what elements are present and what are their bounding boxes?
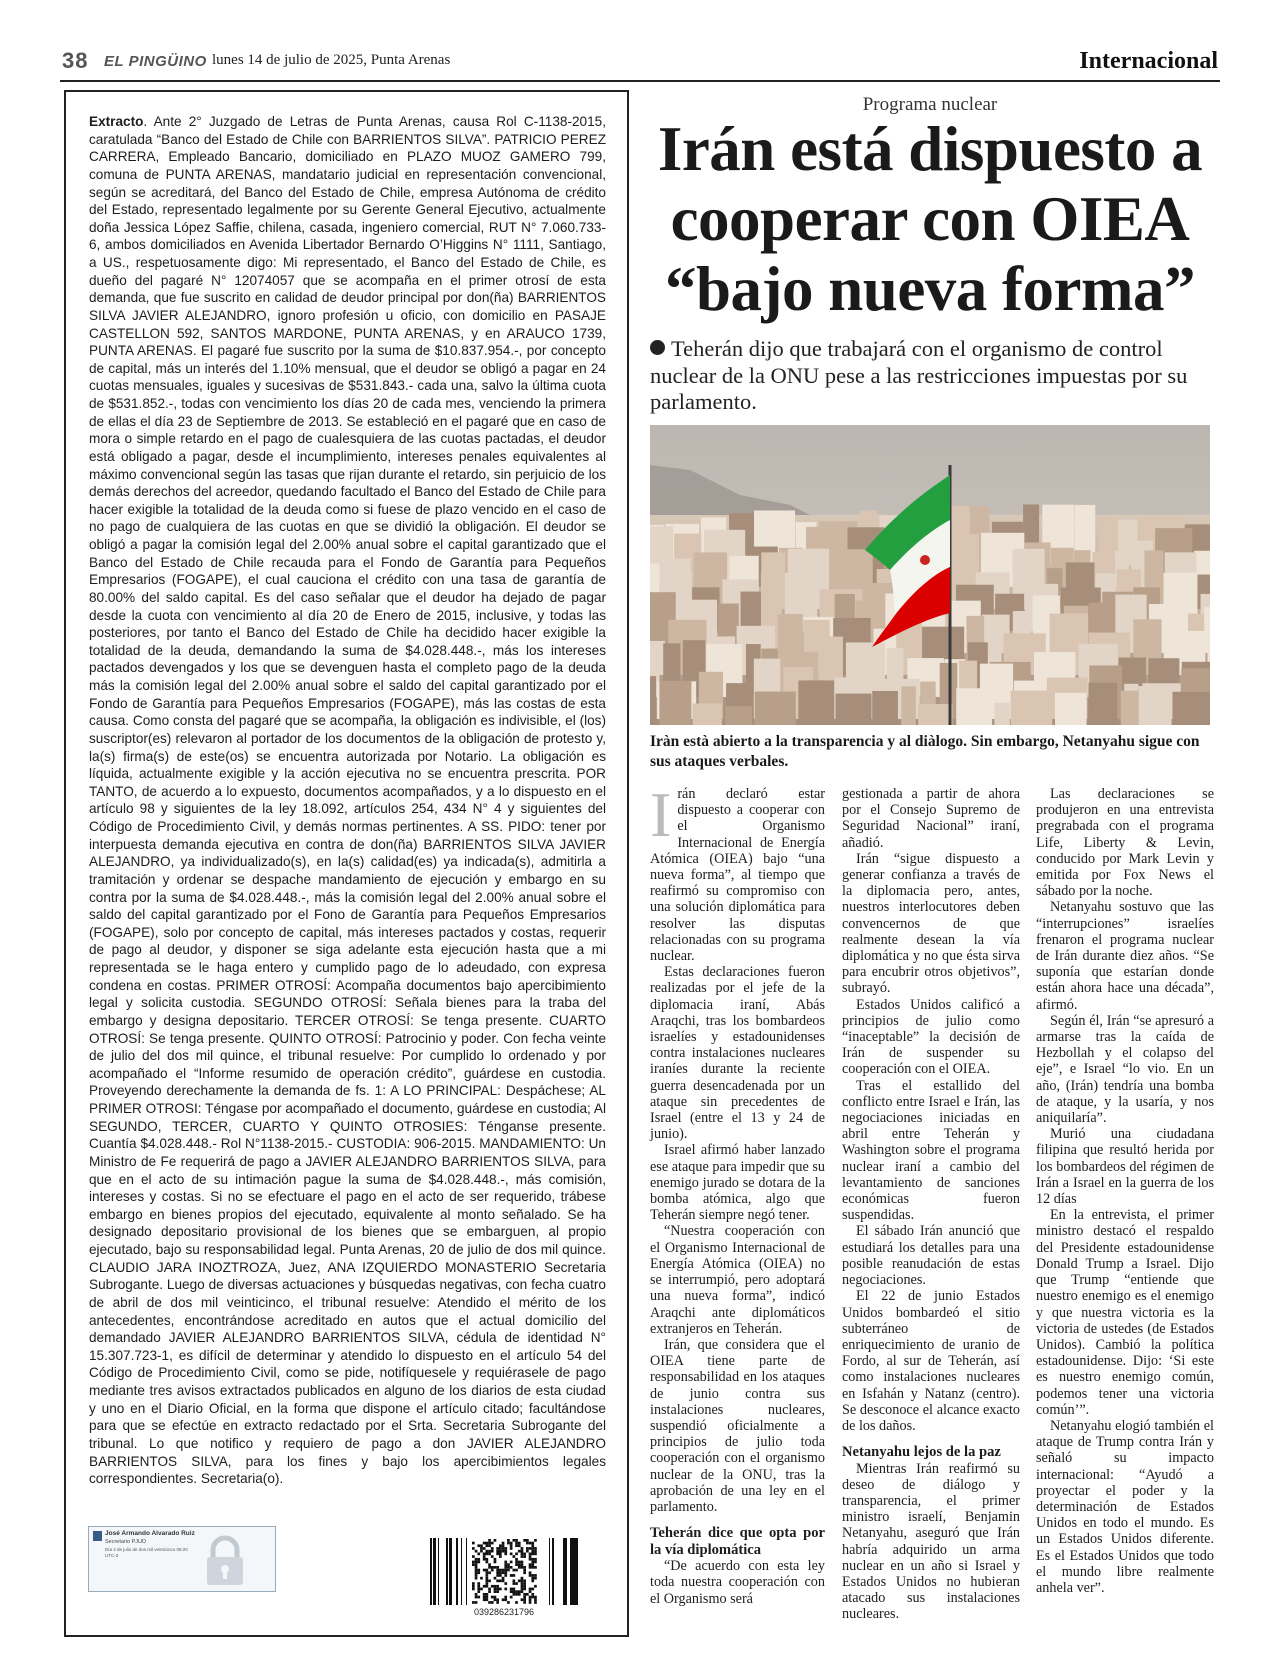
paragraph-text: rán declaró estar dispuesto a cooperar con el Organismo Internacional de Energía Atómica (OIEA) bajo “una nueva forma”, al tiempo que reafirmó su compromiso con una solución diplomática para resolver las disputas relacionadas con su programa nuclear. bbox=[650, 786, 825, 965]
photo-illustration bbox=[650, 425, 1210, 725]
photo-caption: Iràn està abierto a la transparencia y al diàlogo. Sin embargo, Netanyahu sigue con sus ataques verbales. bbox=[650, 733, 1200, 770]
signature-date: Día 4 de julio de dos mil veinticinco 08:20 UTC-3 bbox=[105, 1547, 188, 1558]
bullet-icon bbox=[650, 340, 665, 355]
paragraph: Mientras Irán reafirmó su deseo de diálogo y transparencia, el primer ministro israelí, Benjamin Netanyahu, aseguró que Irán habría adquirido un arma nuclear en un año si Israel y Estados Unidos no hubieran atacado sus instalaciones nucleares. bbox=[842, 1460, 1020, 1623]
article-photo-tehran-flag bbox=[650, 425, 1210, 725]
notice-lead-word: Extracto bbox=[89, 114, 144, 129]
paragraph: “Nuestra cooperación con el Organismo Internacional de Energía Atómica (OIEA) no se interrumpió, pero adoptará una nueva forma”, indicó Araqchi ante diplomáticos extranjeros en Teherán. bbox=[650, 1223, 825, 1337]
paragraph: Estas declaraciones fueron realizadas por el jefe de la diplomacia iraní, Abás Araqchi, tras los bombardeos israelíes y estadounidenses contra instalaciones nucleares iraníes durante la reciente guerra desencadenada por un ataque sin precedentes de Israel (entre el 13 y 24 de junio). bbox=[650, 964, 825, 1143]
subheading: Netanyahu lejos de la paz bbox=[842, 1444, 1001, 1461]
paragraph: Murió una ciudadana filipina que resultó herida por los bombardeos del régimen de Irán a Israel en la guerra de los 12 días bbox=[1036, 1126, 1214, 1208]
header-rule bbox=[60, 80, 1220, 82]
legal-notice-text bbox=[89, 113, 606, 1488]
paragraph: El 22 de junio Estados Unidos bombardeó el sitio subterráneo de enriquecimiento de uranio de Fordo, al sur de Teherán, así como instalaciones nucleares en Isfahán y Natanz (centro). Se desconoce el alcance exacto de los daños. bbox=[842, 1288, 1020, 1434]
article-column-1 bbox=[650, 779, 825, 1607]
paragraph: Netanyahu sostuvo que las “interrupciones” israelíes frenaron el programa nuclear de Irán durante diez años. “Se suponía que estarían donde están ahora hace una década”, afirmó. bbox=[1036, 899, 1214, 1013]
paragraph: Netanyahu elogió también el ataque de Trump contra Irán y señaló su impacto internacional: “Ayudó a proyectar el poder y la determinación de Estados Unidos en todo el mundo. Es un Estados Unidos diferente. Es el Estados Unidos que todo el mundo libre realmente anhela ver”. bbox=[1036, 1417, 1214, 1596]
paragraph: Irán, que considera que el OIEA tiene parte de responsabilidad en los ataques de junio contra sus instalaciones nucleares, suspendió oficialmente a principios de julio toda cooperación con el organismo nuclear de la ONU, tras la aprobación de una ley en el parlamento. bbox=[650, 1336, 825, 1515]
article-headline: Irán está dispuesto a cooperar con OIEA “bajo nueva forma” bbox=[657, 114, 1203, 324]
section-title: Internacional bbox=[1079, 48, 1218, 74]
court-emblem-icon bbox=[93, 1531, 102, 1541]
paragraph: Estados Unidos calificó a principios de julio como “inaceptable” la decisión de Irán de suspender su cooperación con el OIEA. bbox=[842, 996, 1020, 1078]
article-kicker: Programa nuclear bbox=[862, 94, 998, 115]
article-column-2 bbox=[842, 786, 1020, 1623]
paragraph: Las declaraciones se produjeron en una entrevista pregrabada con el programa Life, Liberty & Levin, conducido por Mark Levin y emitida por Fox News el sábado por la noche. bbox=[1036, 786, 1214, 900]
electronic-signature bbox=[88, 1526, 276, 1592]
paragraph: En la entrevista, el primer ministro destacó el respaldo del Presidente estadounidense Donald Trump a Israel. Dijo que Trump “entiende que nuestro enemigo es el enemigo y que nuestra victoria es la victoria de ustedes (de Estados Unidos). Cambió la política estadounidense. Dijo: ‘Si este es nuestro enemigo común, podemos tener una victoria común’”. bbox=[1036, 1207, 1214, 1418]
newspaper-brand: EL PINGÜINO bbox=[104, 53, 207, 70]
page-number: 38 bbox=[62, 48, 89, 73]
article-column-3 bbox=[1036, 786, 1214, 1596]
drop-cap: I bbox=[650, 779, 672, 850]
paragraph: “De acuerdo con esta ley toda nuestra cooperación con el Organismo será bbox=[650, 1558, 825, 1607]
paragraph: Según él, Irán “se apresuró a armarse tras la caída de Hezbollah y el colapso del eje”, e Israel “lo vio. En un año, (Irán) tendría una bomba de ataque, y la usaría, y nos aniquilaría”. bbox=[1036, 1012, 1214, 1127]
dateline: lunes 14 de julio de 2025, Punta Arenas bbox=[212, 52, 451, 68]
article-lede bbox=[650, 336, 1215, 416]
verification-barcode bbox=[430, 1538, 578, 1605]
page-header bbox=[60, 48, 1220, 82]
paragraph: El sábado Irán anunció que estudiará los detalles para una posible reanudación de estas negociaciones. bbox=[842, 1223, 1020, 1289]
paragraph: Tras el estallido del conflicto entre Israel e Irán, las negociaciones iniciadas en abril entre Teherán y Washington sobre el programa nuclear iraní a cambio del levantamiento de sanciones económicas fueron suspendidas. bbox=[842, 1077, 1020, 1224]
legal-notice-box bbox=[64, 90, 629, 1637]
document-number: 039286231796 bbox=[473, 1607, 535, 1617]
paragraph: Irán “sigue dispuesto a generar confianza a través de la diplomacia pero, antes, nuestros interlocutores deben convencernos de que realmente desean la vía diplomática y no que ésta sirva para encubrir otros objetivos”, subrayó. bbox=[842, 850, 1020, 997]
paragraph bbox=[650, 779, 825, 965]
signer-name: José Armando Alvarado Ruiz bbox=[105, 1530, 195, 1537]
lede-text: Teherán dijo que trabajará con el organismo de control nuclear de la ONU pese a las restricciones impuestas por su parlamento. bbox=[650, 336, 1188, 414]
paragraph: Israel afirmó haber lanzado ese ataque para impedir que su enemigo jurado se dotara de la bomba atómica, algo que Teherán siempre negó tener. bbox=[650, 1142, 825, 1224]
notice-body: . Ante 2° Juzgado de Letras de Punta Arenas, causa Rol C-1138-2015, caratulada “Banco del Estado de Chile con BARRIENTOS SILVA”. PATRICIO PEREZ CARRERA, Empleado Bancario, domiciliado en PLAZO MUOZ GAMERO 799, comuna de PUNTA ARENAS, mandatario judicial en representación convencional, según se acreditará, del Banco del Estado de Chile, empresa Autónoma de crédito del Estado, representado legalmente por su Gerente General Ejecutivo, actualmente doña Jessica López Saffie, chilena, casada, ingeniero comercial, RUT N° 7.060.733-6, ambos domiciliados en Avenida Libertador Bernardo O’Higgins N° 1111, Santiago, a US., respetuosamente digo: Mi representado, el Banco del Estado de Chile, es dueño del pagaré N° 12074057 que se acompaña en el primer otrosí de esta demanda, que fue suscrito en calidad de deudor principal por don(ña) BARRIENTOS SILVA JAVIER ALEJANDRO, ignoro profesión u oficio, con domicilio en PASAJE CASTELLON 592, SANTOS MARDONE, PUNTA ARENAS, y en ARAUCO 1739, PUNTA ARENAS. El pagaré fue suscrito por la suma de $10.837.954.-, por concepto de capital, más un interés del 1.10% mensual, que el deudor se obligó a pagar en 24 cuotas mensuales, iguales y sucesivas de $531.843.- cada una, salvo la última cuota de $531.852.-, todas con vencimiento los días 20 de cada mes, venciendo la primera de ellas el día 23 de Septiembre de 2013. Se estableció en el pagaré que en caso de mora o simple retardo en el pago de cualesquiera de las cuotas pactadas, el deudor está obligado a pagar, desde el incumplimiento, intereses penales equivalentes al máximo convencional según las tasas que rijan durante el retardo, sin perjuicio de los demás derechos del acreedor, quedando facultado el Banco del Estado de Chile para hacer exigible la totalidad de la deuda como si fuese de plazo vencido en el caso de no pago de cualquiera de las cuotas en que se dividió la obligación. El deudor se obligó a pagar la comisión legal del 2.00% anual sobre el capital garantizado que el Banco del Estado de Chile recauda para el Fondo de Garantía para Pequeños Empresarios (FOGAPE), el cual cauciona el crédito con una tasa de garantía de 80.00% del saldo capital. Es del caso señalar que el deudor ha dejado de pagar desde la cuota con vencimiento al día 20 de Enero de 2015, inclusive, y todas las posteriores, por tanto el Banco del Estado de Chile ha decidido hacer exigible la totalidad de la deuda, demandando la suma de $4.028.448.-, más los intereses pactados devengados y los que se devenguen hasta el completo pago de la deuda más la comisión legal del 2.00% anual sobre el saldo del capital garantizado por el Fondo de Garantía para Pequeños Empresarios (FOGAPE), más las costas de esta causa. Como consta del pagaré que se acompaña, la obligación es indivisible, el (los) suscriptor(es) relevaron al portador de los documentos de la obligación de protesto y, la(s) firma(s) de este(os) se encuentra autorizada por Notario. La obligación es líquida, actualmente exigible y la acción ejecutiva no se encuentra prescrita. POR TANTO, de acuerdo a lo expuesto, documentos acompañados, y a lo dispuesto en el artículo 98 y siguientes de la ley 18.092, artículos 254, 434 N° 4 y siguientes del Código de Procedimiento Civil, y demás normas pertinentes. A SS. PIDO: tener por interpuesta demanda ejecutiva en contra de don(ña) BARRIENTOS SILVA JAVIER ALEJANDRO, ya individualizado(s), en la(s) calidad(es) ya indicada(s), admitirla a tramitación y ordenar se despache mandamiento de ejecución y embargo en su contra por la suma de $4.028.448.-, más la comisión legal del 2.00% anual sobre el saldo del capital garantizado por el Fono de Garantía para Pequeños Empresarios (FOGAPE), solo por concepto de capital, más intereses pactados y costas, requerir de pago al deudor, y disponer se siga adelante esta ejecución hasta que a mi representada se le haga entero y cumplido pago de lo adeudado, con expresa condena en costas. PRIMER OTROSÍ: Acompaña documentos bajo apercibimiento legal y solicita custodia. SEGUNDO OTROSÍ: Señala bienes para la traba del embargo y designa depositario. TERCER OTROSÍ: Se tenga presente. CUARTO OTROSÍ: Se tenga presente. QUINTO OTROSÍ: Patrocinio y poder. Con fecha veinte de julio del dos mil quince, el tribunal resuelve: Por cumplido lo ordenado y por acompañado el “Informe resumido de operación crédito”, guárdese en custodia. Proveyendo derechamente la demanda de fs. 1: A LO PRINCIPAL: Despáchese; AL PRIMER OTROSI: Téngase por acompañado el documento, guárdese en custodia; Al SEGUNDO, TERCER, CUARTO Y QUINTO OTROSIES: Ténganse presente. Cuantía $4.028.448.- Rol N°1138-2015.- CUSTODIA: 906-2015. MANDAMIENTO: Un Ministro de Fe requerirá de pago a JAVIER ALEJANDRO BARRIENTOS SILVA, para que en el acto de su intimación pague la suma de $4.028.448.-, más comisión, intereses y costas. Si no se efectuare el pago en el acto de ser requerido, trábese embargo en bienes propios del ejecutado, equivalente al monto señalado. Se ha designado depositario provisional de los bienes que se embarguen, al propio ejecutado, bajo su responsabilidad legal. Punta Arenas, 20 de julio de dos mil quince. CLAUDIO JARA INOZTROZA, Juez, ANA IZQUIERDO MONASTERIO Secretaria Subrogante. Luego de diversas actuaciones y búsquedas negativas, con fecha cuatro de abril de dos mil veinticinco, el tribunal resuelve: Atendido el mérito de los antecedentes, encontrándose acreditado en autos que el actual domicilio del demandado JAVIER ALEJANDRO BARRIENTOS SILVA, cédula de identidad N° 15.307.723-1, es difícil de determinar y atendido lo dispuesto en el artículo 54 del Código de Procedimiento Civil, como se pide, notifíquesele y requiérasele de pago mediante tres avisos extractados publicados en alguno de los diarios de esta ciudad y uno en el Diario Oficial, en la forma que dispone el artículo citado; facultándose para que se efectúe en extracto redactado por el Srta. Secretaria Subrogante del tribunal. Lo que notifico y requiero de pago a don JAVIER ALEJANDRO BARRIENTOS SILVA, para los fines y bajo los apercibimientos legales correspondientes. Secretaria(o). bbox=[89, 114, 606, 1487]
subheading: Teherán dice que opta por la vía diplomática bbox=[650, 1525, 825, 1558]
signer-role: Secretario PJUD bbox=[105, 1539, 146, 1545]
padlock-icon bbox=[201, 1535, 249, 1587]
paragraph: gestionada a partir de ahora por el Consejo Supremo de Seguridad Nacional” iraní, añadió. bbox=[842, 786, 1020, 851]
